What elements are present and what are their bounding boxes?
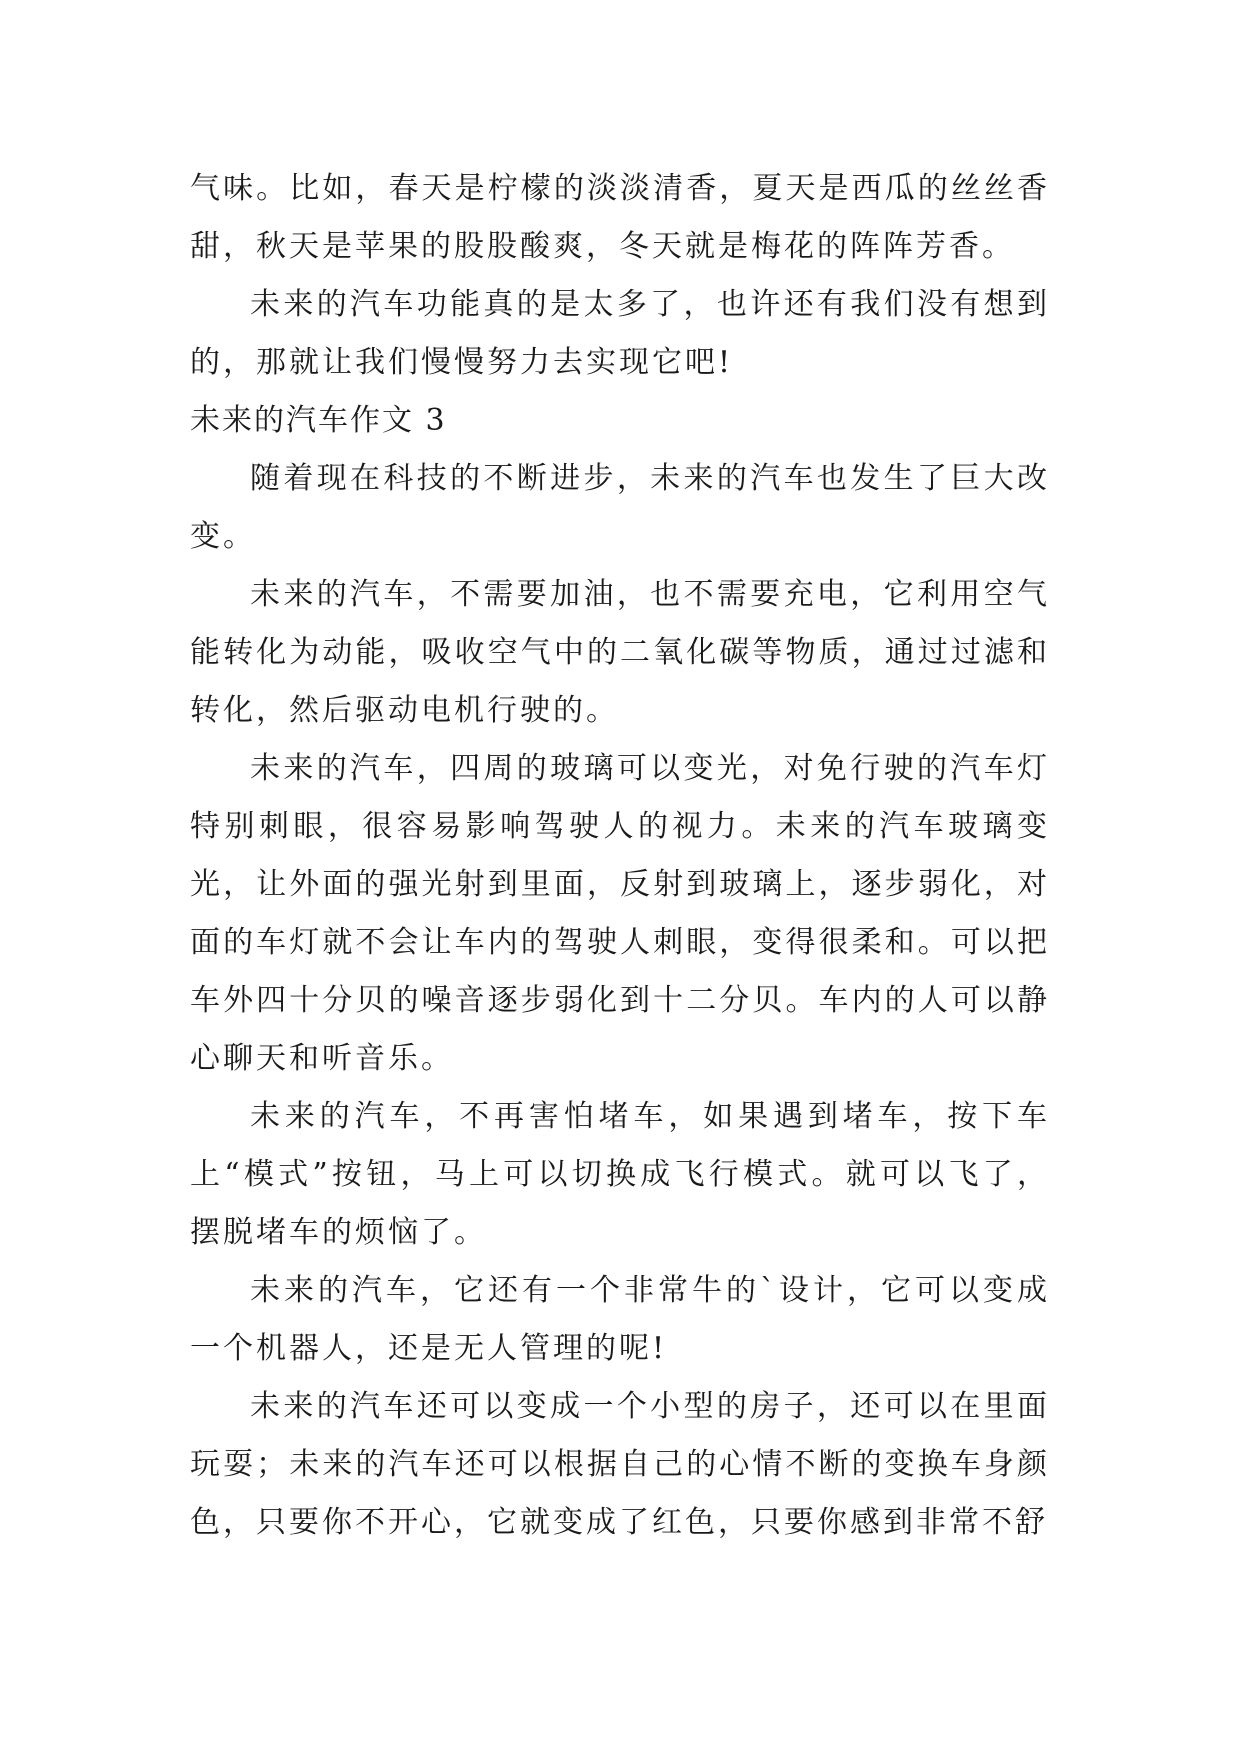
paragraph-5: 未来的汽车，不再害怕堵车，如果遇到堵车，按下车上“模式”按钮，马上可以切换成飞行模式。就可以飞了，摆脱堵车的烦恼了。: [190, 1099, 1050, 1250]
paragraph-0: 气味。比如，春天是柠檬的淡淡清香，夏天是西瓜的丝丝香甜，秋天是苹果的股股酸爽，冬天就是梅花的阵阵芳香。: [190, 171, 1050, 264]
paragraph-3: 未来的汽车，不需要加油，也不需要充电，它利用空气能转化为动能，吸收空气中的二氧化碳等物质，通过过滤和转化，然后驱动电机行驶的。: [190, 577, 1050, 728]
paragraph-2: 随着现在科技的不断进步，未来的汽车也发生了巨大改变。: [190, 461, 1050, 554]
paragraph-6: 未来的汽车，它还有一个非常牛的`设计，它可以变成一个机器人，还是无人管理的呢!: [190, 1273, 1050, 1366]
paragraph-1: 未来的汽车功能真的是太多了，也许还有我们没有想到的，那就让我们慢慢努力去实现它吧!: [190, 287, 1050, 380]
paragraph-4: 未来的汽车，四周的玻璃可以变光，对免行驶的汽车灯特别刺眼，很容易影响驾驶人的视力。未来的汽车玻璃变光，让外面的强光射到里面，反射到玻璃上，逐步弱化，对面的车灯就不会让车内的驾驶人刺眼，变得很柔和。可以把车外四十分贝的噪音逐步弱化到十二分贝。车内的人可以静心聊天和听音乐。: [190, 751, 1050, 1076]
section-heading: 未来的汽车作文 3: [190, 403, 447, 438]
paragraph-7: 未来的汽车还可以变成一个小型的房子，还可以在里面玩耍；未来的汽车还可以根据自己的心情不断的变换车身颜色，只要你不开心，它就变成了红色，只要你感到非常不舒: [190, 1389, 1050, 1540]
document-body: [190, 160, 1050, 1552]
